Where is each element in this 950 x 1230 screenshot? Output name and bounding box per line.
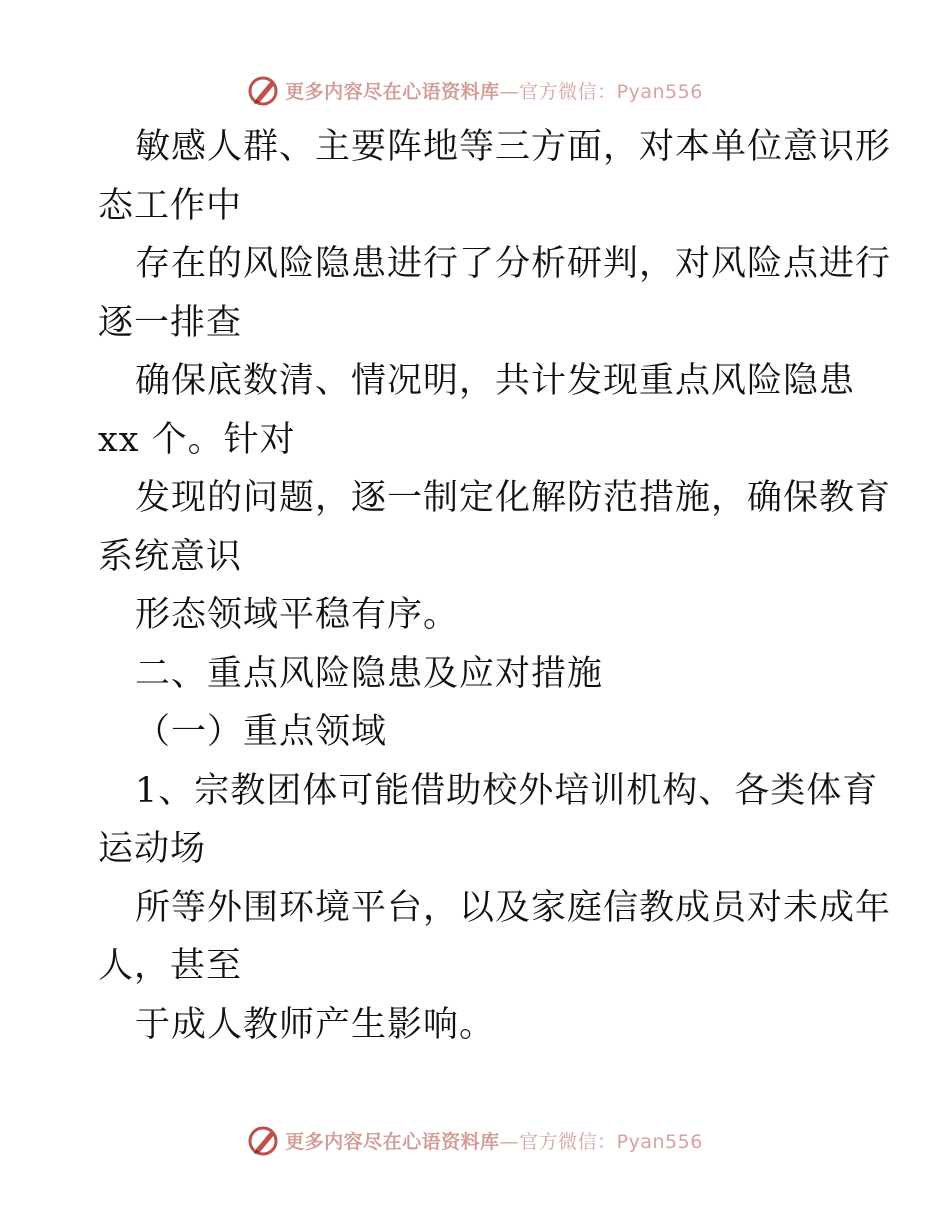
- header-brand: 更多内容尽在心语资料库: [285, 80, 500, 103]
- text-line: 敏感人群、主要阵地等三方面，对本单位意识形: [135, 127, 892, 167]
- header-watermark-text: [285, 77, 703, 104]
- footer-separator: —: [499, 1130, 520, 1153]
- text-line: xx 个。针对: [98, 419, 296, 460]
- page-footer-watermark: [0, 1120, 950, 1160]
- text-line: 系统意识: [98, 536, 243, 577]
- text-line: 运动场: [98, 829, 207, 869]
- document-body: [98, 118, 892, 1054]
- footer-suffix: 官方微信：Pyan556: [519, 1130, 703, 1153]
- header-suffix: 官方微信：Pyan556: [519, 80, 703, 103]
- pen-logo-icon: [247, 73, 281, 107]
- text-line: 形态领域平稳有序。: [135, 595, 460, 635]
- header-separator: —: [499, 80, 520, 103]
- footer-brand: 更多内容尽在心语资料库: [285, 1130, 500, 1153]
- text-line: 发现的问题，逐一制定化解防范措施，确保教育: [135, 478, 892, 518]
- text-line: 确保底数清、情况明，共计发现重点风险隐患: [135, 361, 856, 401]
- subsection-heading: （一）重点领域: [135, 712, 388, 752]
- text-line: 所等外围环境平台，以及家庭信教成员对未成年: [135, 887, 892, 928]
- page-header-watermark: [0, 70, 950, 110]
- text-line: 人，甚至: [98, 946, 243, 986]
- text-line: 存在的风险隐患进行了分析研判，对风险点进行: [135, 244, 892, 284]
- text-line: 1、宗教团体可能借助校外培训机构、各类体育: [135, 770, 879, 811]
- pen-logo-icon: [247, 1123, 281, 1157]
- text-line: 态工作中: [98, 185, 243, 226]
- text-line: 于成人教师产生影响。: [135, 1004, 496, 1045]
- footer-watermark-text: [285, 1127, 703, 1154]
- section-heading: 二、重点风险隐患及应对措施: [135, 653, 604, 694]
- text-line: 逐一排查: [98, 302, 243, 343]
